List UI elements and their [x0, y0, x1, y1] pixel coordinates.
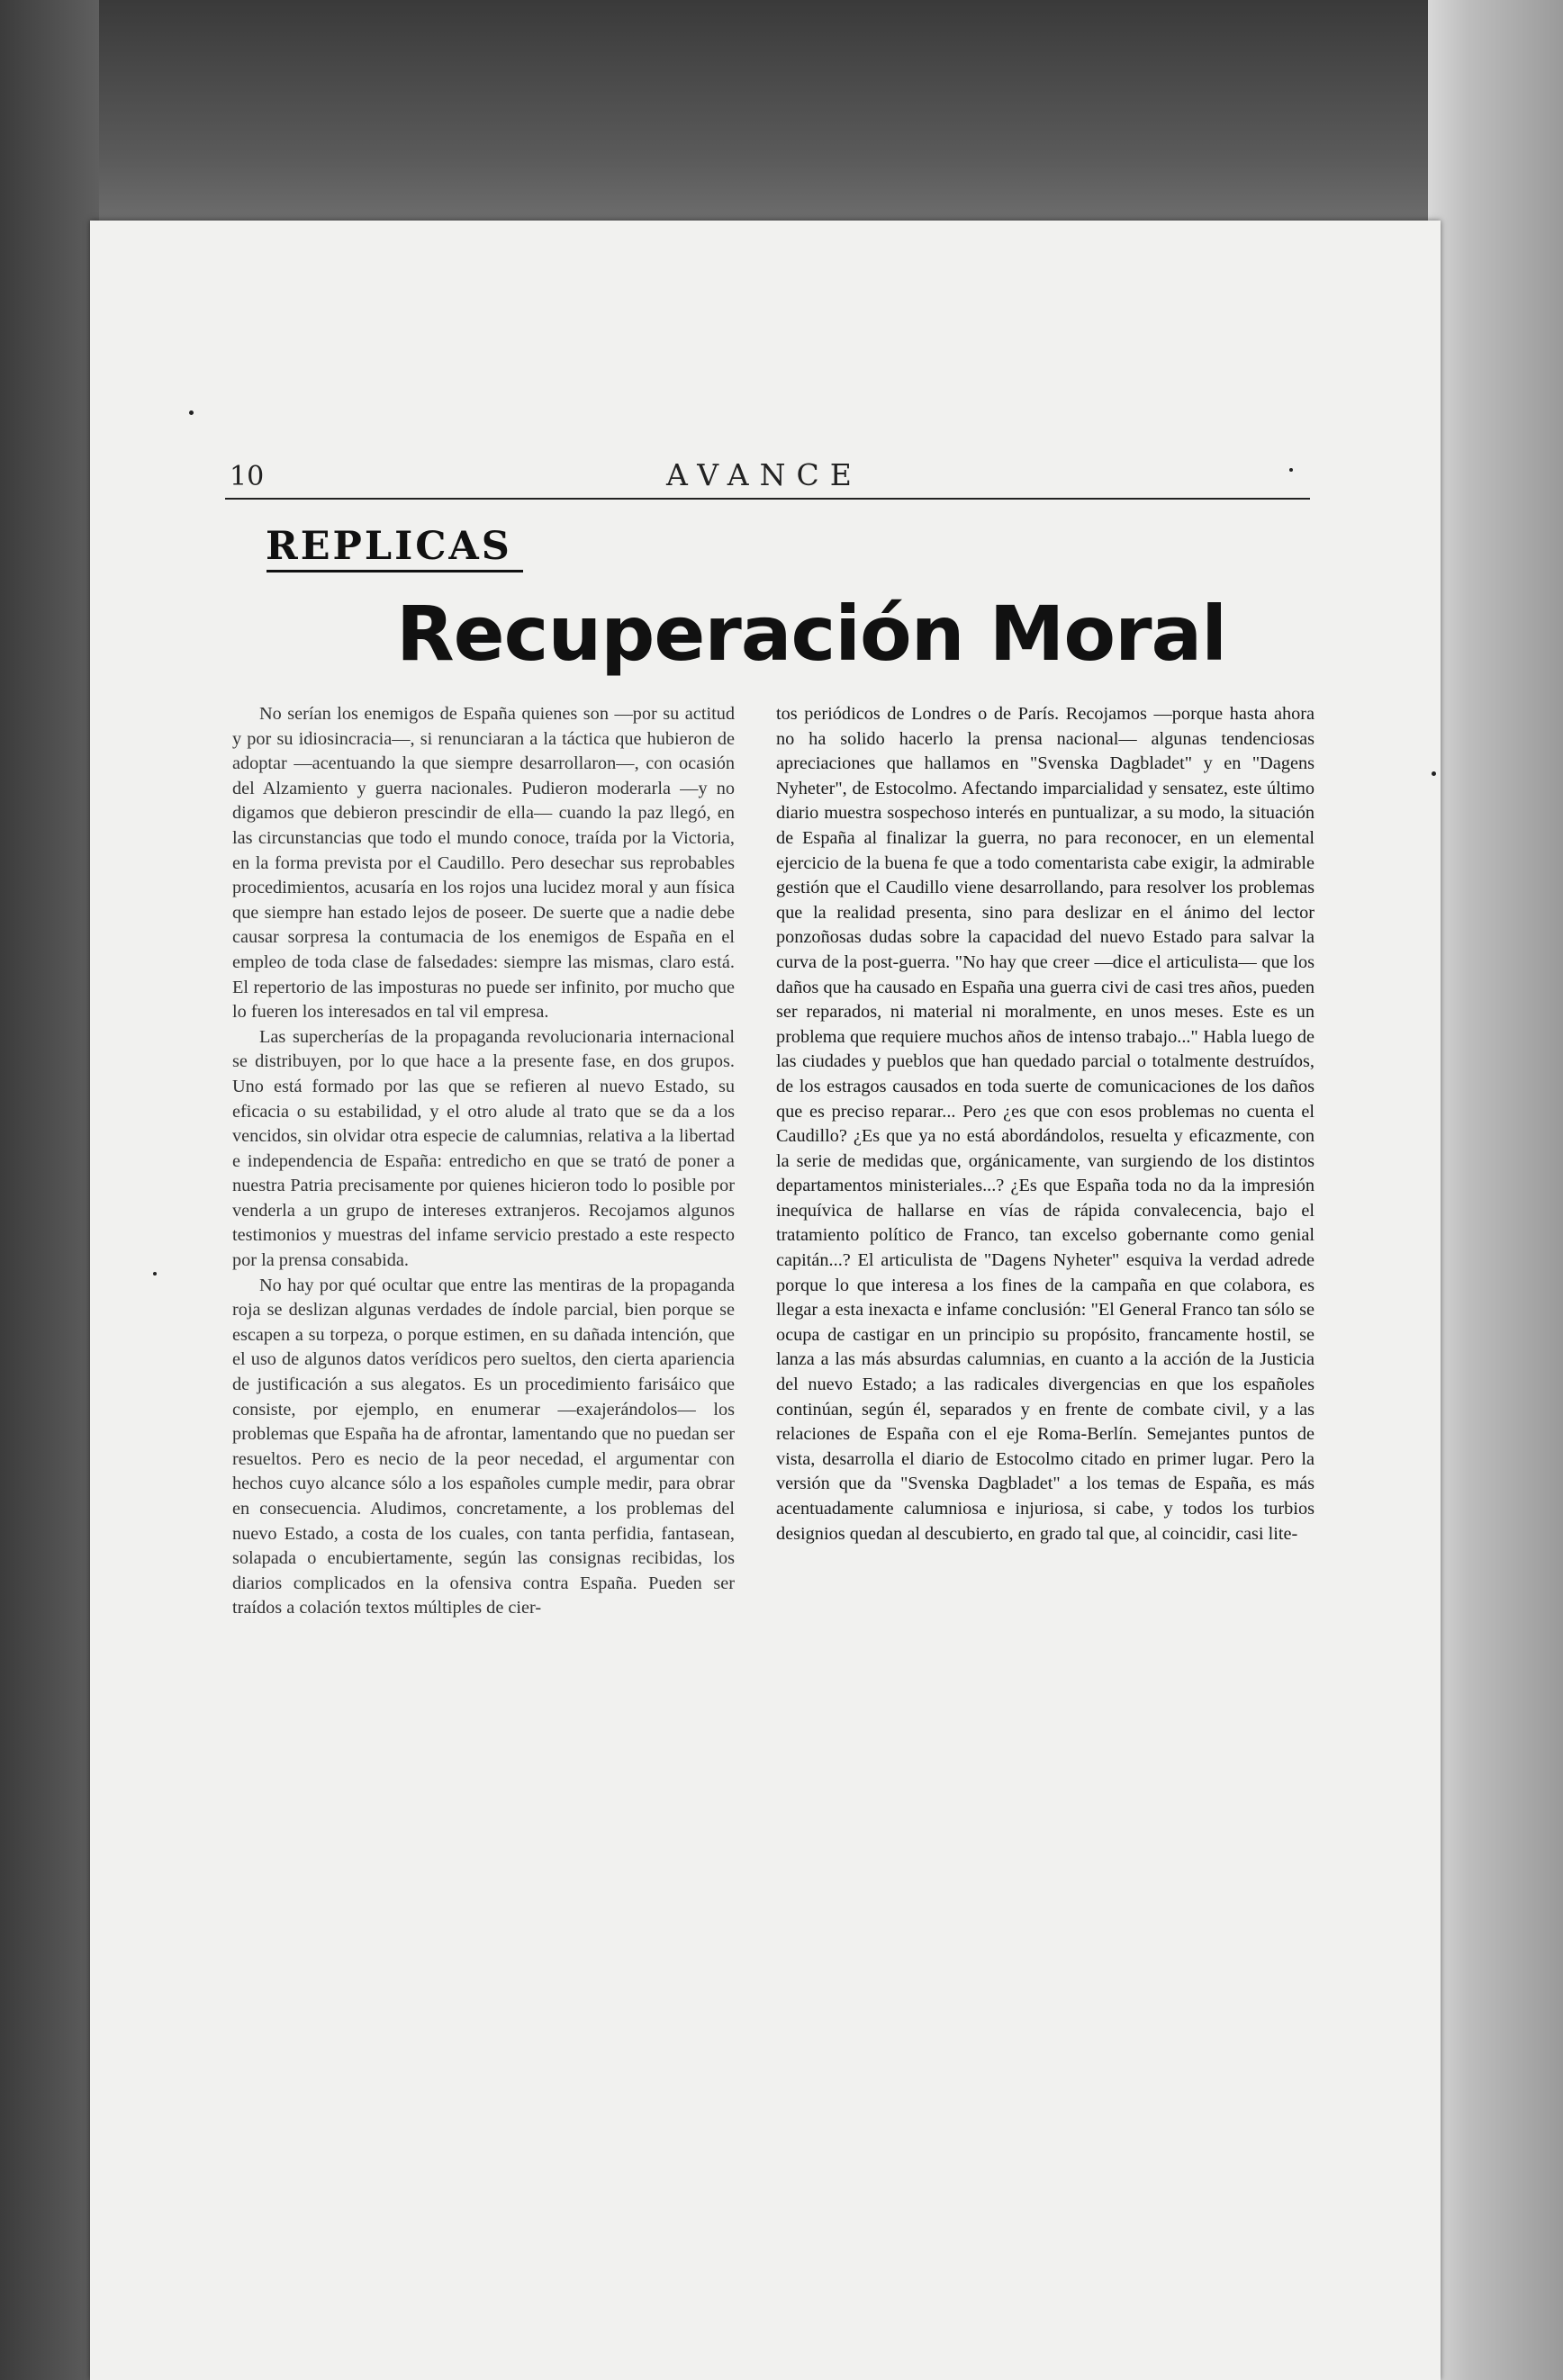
- scan-left-margin: [0, 0, 99, 2380]
- left-column: [232, 702, 735, 1621]
- section-underline: [267, 570, 523, 572]
- scan-speck: [189, 410, 194, 415]
- article-headline: Recuperación Moral: [396, 590, 1226, 678]
- paragraph: No serían los enemigos de España quienes son —por su actitud y por su idiosincracia—, si renunciaran a la táctica que hubieron de adoptar —acentuando la que siempre desarrollaron—, con ocasión del Alzamiento y guerra nacionales. Pudieron moderarla —y no digamos que debieron prescindir de ella— cuando la paz llegó, en las circunstancias que todo el mundo conoce, traída por la Victoria, en la forma prevista por el Caudillo. Pero desechar sus reprobables procedimientos, acusaría en los rojos una lucidez moral y aun física que siempre han estado lejos de poseer. De suerte que a nadie debe causar sorpresa la contumacia de los enemigos de España en el empleo de toda clase de falsedades: siempre las mismas, claro está. El repertorio de las imposturas no puede ser infinito, por mucho que lo fueren los interesados en tal vil empresa.: [232, 704, 735, 1023]
- header-rule: [225, 498, 1310, 500]
- paragraph: No hay por qué ocultar que entre las mentiras de la propaganda roja se deslizan algunas verdades de índole parcial, bien porque se escapen a su torpeza, o porque estimen, en su dañada intención, que el uso de algunos datos verídicos pero sueltos, den cierta apariencia de justificación a sus alegatos. Es un procedimiento farisáico que consiste, por ejemplo, en enumerar —exajerándolos— los problemas que España ha de afrontar, lamentando que no puedan ser resueltos. Pero es necio de la peor necedad, el argumentar con hechos cuyo alcance sólo a los españoles cumple medir, para obrar en consecuencia. Aludimos, concretamente, a los problemas del nuevo Estado, a costa de los cuales, con tanta perfidia, fantasean, solapada o encubiertamente, según las consignas recibidas, los diarios complicados en la ofensiva contra España. Pueden ser traídos a colación textos múltiples de cier-: [232, 1275, 735, 1618]
- section-label: REPLICAS: [266, 524, 512, 569]
- running-title: AVANCE: [666, 457, 863, 492]
- paragraph: Las supercherías de la propaganda revolucionaria internacional se distribuyen, por lo que hace a la presente fase, en dos grupos. Uno está formado por las que se refieren al nuevo Estado, su eficacia o su estabilidad, y el otro alude al trato que se da a los vencidos, sin olvidar otra especie de calumnias, relativa a la libertad e independencia de España: entredicho en que se trató de poner a nuestra Patria precisamente por quienes hicieron todo lo posible por venderla a un grupo de intereses extranjeros. Recojamos algunos testimonios y muestras del infame servicio prestado a este respecto por la prensa consabida.: [232, 1026, 735, 1271]
- right-column: [776, 702, 1315, 1546]
- paragraph: tos periódicos de Londres o de París. Recojamos —porque hasta ahora no ha solido hacerlo la prensa nacional— algunas tendenciosas apreciaciones que hallamos en "Svenska Dagbladet" y en "Dagens Nyheter", de Estocolmo. Afectando imparcialidad y sensatez, este último diario muestra sospechoso interés en puntualizar, a su modo, la situación de España al finalizar la guerra, no para reconocer, en un elemental ejercicio de la buena fe que a todo comentarista cabe exigir, la admirable gestión que el Caudillo viene desarrollando, para resolver los problemas que la realidad presenta, sino para deslizar en el ánimo del lector ponzoñosas dudas sobre la capacidad del nuevo Estado para salvar la curva de la post-guerra. "No hay que creer —dice el articulista— que los daños que ha causado en España una guerra civi de casi tres años, pueden ser reparados, ni material ni moralmente, en unos meses. Este es un problema que requiere muchos años de intenso trabajo..." Habla luego de las ciudades y pueblos que han quedado parcial o totalmente destruídos, de los estragos causados en toda suerte de comunicaciones de los daños que es preciso reparar... Pero ¿es que con esos problemas no cuenta el Caudillo? ¿Es que ya no está abordándolos, resuelta y eficazmente, con la serie de medidas que, orgánicamente, van surgiendo de los distintos departamentos ministeriales...? ¿Es que España toda no da la impresión inequívica de hallarse en vías de rápida convalecencia, bajo el tratamiento político de Franco, tan excelso gobernante como genial capitán...? El articulista de "Dagens Nyheter" esquiva la verdad adrede porque lo que interesa a los fines de la campaña en que colabora, es llegar a esta inexacta e infame conclusión: "El General Franco tan sólo se ocupa de castigar en un principio su propósito, francamente hostil, se lanza a las más absurdas calumnias, en cuanto a la acción de la Justicia del nuevo Estado; a las radicales divergencias en que los españoles continúan, según él, separados y en frente de combate civil, y a las relaciones de España con el eje Roma-Berlín. Semejantes puntos de vista, desarrolla el diario de Estocolmo citado en primer lugar. Pero la versión que da "Svenska Dagbladet" a los temas de España, es más acentuadamente calumniosa e injuriosa, si cabe, y todos los turbios designios quedan al descubierto, en grado tal que, al coincidir, casi lite-: [776, 704, 1315, 1544]
- scan-speck: [1289, 468, 1293, 472]
- scan-right-margin: [1428, 0, 1563, 2380]
- scan-top-margin: [0, 0, 1563, 225]
- scan-speck: [1432, 771, 1436, 776]
- scan-speck: [153, 1272, 157, 1276]
- page-number: 10: [230, 461, 265, 492]
